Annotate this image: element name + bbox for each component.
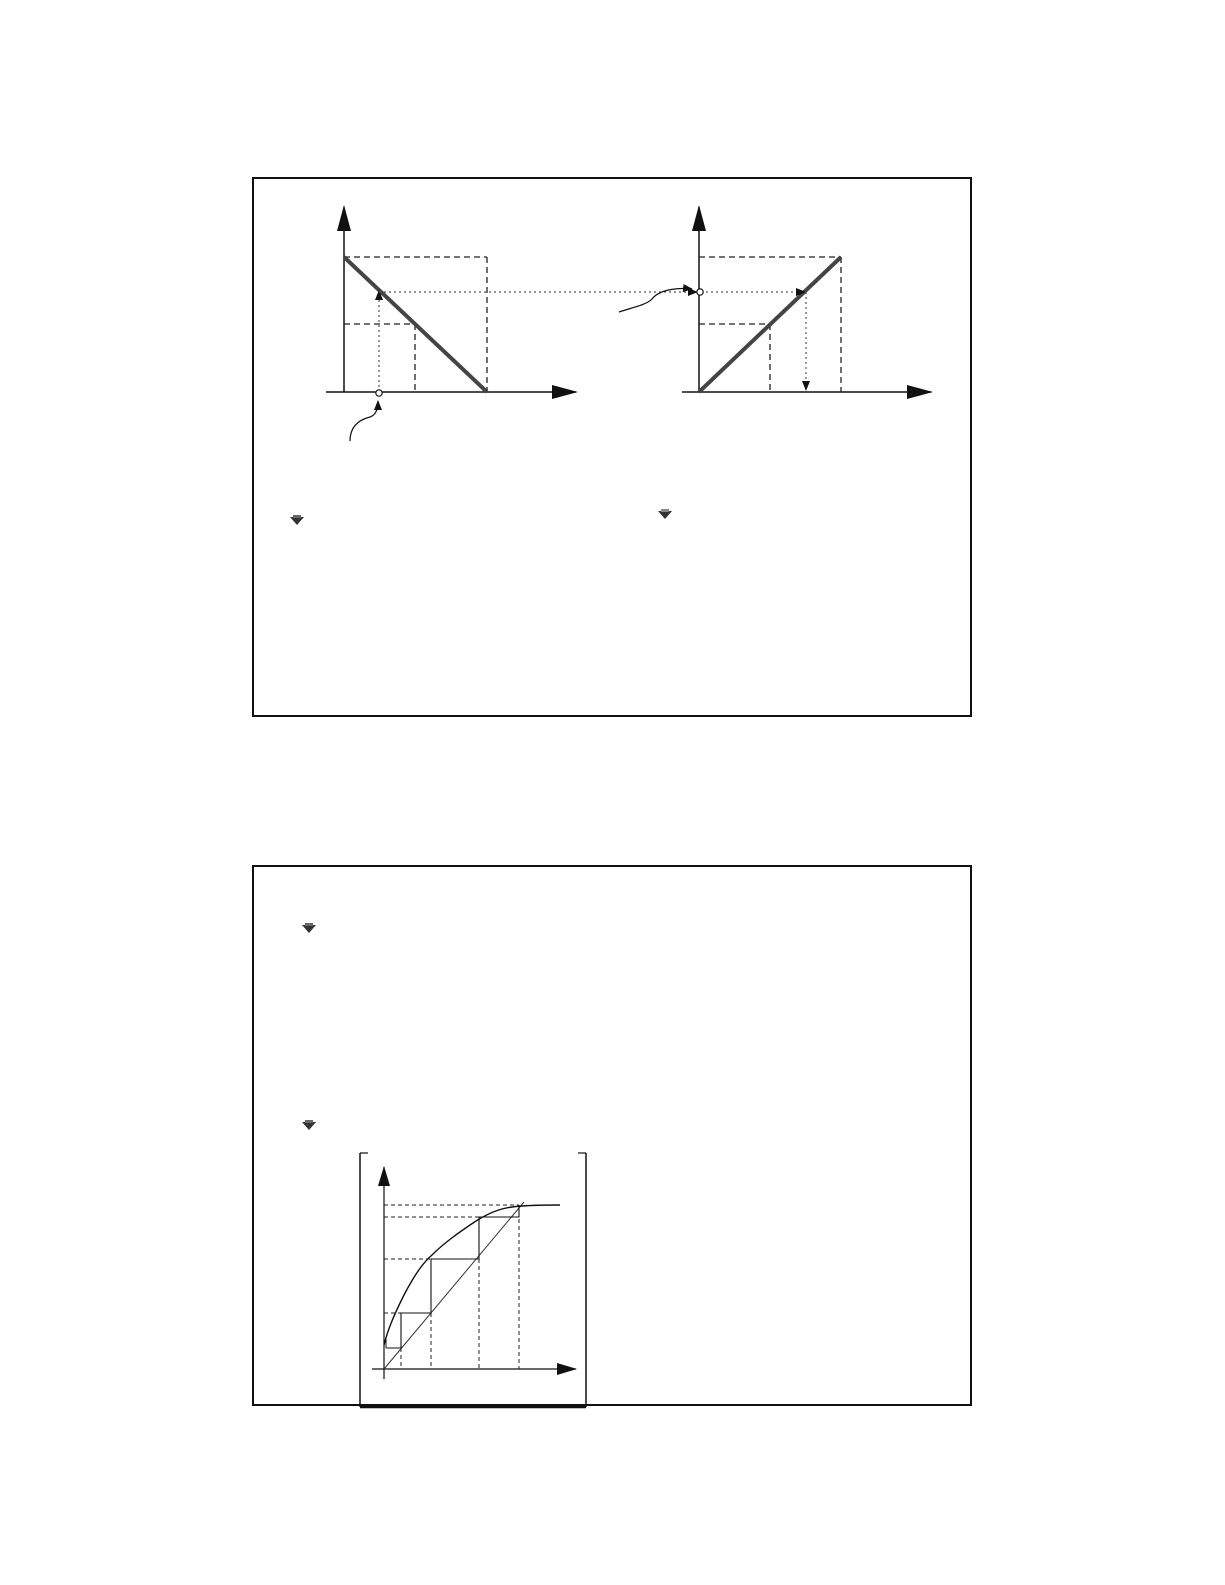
- slide-2: [252, 865, 972, 1406]
- inset-diagonal: [384, 1202, 524, 1369]
- bullet-icon: [658, 509, 672, 519]
- left-point-marker: [376, 390, 382, 396]
- inset-staircase: [386, 1205, 519, 1348]
- slide-1: [252, 177, 972, 717]
- slide-1-diagram: [254, 179, 974, 719]
- inset-curve: [384, 1205, 560, 1345]
- right-axes: [682, 207, 931, 392]
- right-point-marker: [697, 289, 703, 295]
- left-axes: [326, 207, 576, 392]
- slide-2-diagram: [254, 867, 974, 1408]
- bullet-icon: [302, 1120, 316, 1130]
- bullet-icon: [290, 515, 304, 525]
- bullet-icon: [302, 923, 316, 933]
- left-curved-pointer: [350, 401, 378, 441]
